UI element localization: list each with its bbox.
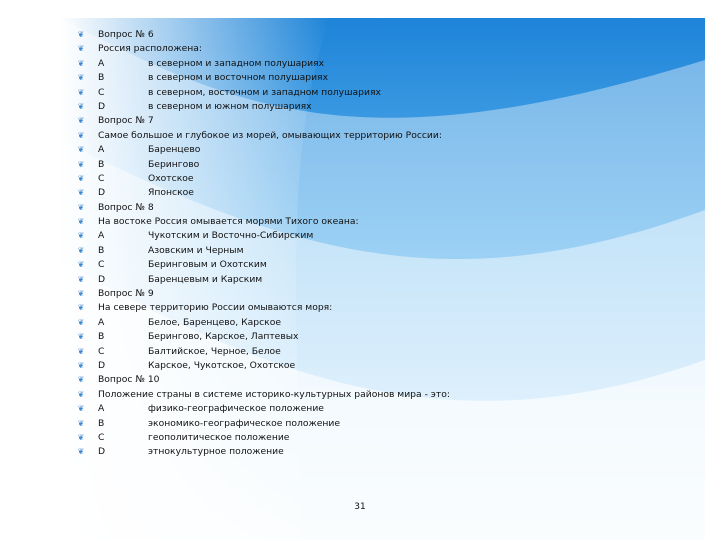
leaf-bullet-icon: ❦ bbox=[77, 173, 85, 183]
leaf-bullet-icon: ❦ bbox=[77, 188, 85, 198]
question-title: Вопрос № 10 bbox=[98, 374, 160, 386]
answer-option bbox=[76, 57, 696, 71]
leaf-bullet-icon: ❦ bbox=[77, 217, 85, 227]
option-text: в северном и западном полушариях bbox=[148, 57, 325, 69]
question-line bbox=[76, 42, 696, 56]
question-line bbox=[76, 287, 696, 301]
option-letter: B bbox=[98, 244, 105, 256]
question-line bbox=[76, 215, 696, 229]
option-letter: B bbox=[98, 72, 105, 84]
option-letter: C bbox=[98, 431, 105, 443]
question-line bbox=[76, 388, 696, 402]
option-letter: A bbox=[98, 144, 105, 156]
question-text: Россия расположена: bbox=[98, 43, 202, 55]
question-list bbox=[76, 28, 696, 460]
option-letter: D bbox=[98, 359, 106, 371]
answer-option bbox=[76, 229, 696, 243]
question-text: На востоке Россия омывается морями Тихого океана: bbox=[98, 216, 359, 228]
leaf-bullet-icon: ❦ bbox=[77, 346, 85, 356]
answer-option bbox=[76, 244, 696, 258]
option-text: Балтийское, Черное, Белое bbox=[148, 345, 281, 357]
leaf-bullet-icon: ❦ bbox=[77, 73, 85, 83]
question-text: На севере территорию России омываются моря: bbox=[98, 302, 333, 314]
leaf-bullet-icon: ❦ bbox=[77, 418, 85, 428]
leaf-bullet-icon: ❦ bbox=[77, 231, 85, 241]
leaf-bullet-icon: ❦ bbox=[77, 245, 85, 255]
answer-option bbox=[76, 330, 696, 344]
answer-option bbox=[76, 186, 696, 200]
option-text: Белое, Баренцево, Карское bbox=[148, 316, 282, 328]
page-number: 31 bbox=[354, 502, 366, 512]
option-text: в северном и южном полушариях bbox=[148, 100, 312, 112]
option-text: Чукотским и Восточно-Сибирским bbox=[148, 230, 314, 242]
option-letter: D bbox=[98, 100, 106, 112]
question-text: Положение страны в системе историко-культурных районов мира - это: bbox=[98, 388, 450, 400]
leaf-bullet-icon: ❦ bbox=[77, 30, 85, 39]
answer-option bbox=[76, 158, 696, 172]
answer-option bbox=[76, 402, 696, 416]
question-line bbox=[76, 201, 696, 215]
option-text: Охотское bbox=[148, 172, 194, 184]
answer-option bbox=[76, 100, 696, 114]
option-text: физико-географическое положение bbox=[148, 403, 324, 415]
leaf-bullet-icon: ❦ bbox=[77, 404, 85, 414]
option-text: в северном и восточном полушариях bbox=[148, 72, 329, 84]
answer-option bbox=[76, 258, 696, 272]
question-line bbox=[76, 114, 696, 128]
leaf-bullet-icon: ❦ bbox=[77, 360, 85, 370]
answer-option bbox=[76, 86, 696, 100]
leaf-bullet-icon: ❦ bbox=[77, 44, 85, 54]
option-letter: D bbox=[98, 446, 106, 458]
option-text: Японское bbox=[148, 187, 194, 199]
answer-option bbox=[76, 445, 696, 459]
option-letter: D bbox=[98, 187, 106, 199]
answer-option bbox=[76, 417, 696, 431]
option-letter: B bbox=[98, 417, 105, 429]
option-text: Берингово, Карское, Лаптевых bbox=[148, 331, 299, 343]
option-letter: A bbox=[98, 403, 105, 415]
answer-option bbox=[76, 431, 696, 445]
answer-option bbox=[76, 273, 696, 287]
leaf-bullet-icon: ❦ bbox=[77, 58, 85, 68]
leaf-bullet-icon: ❦ bbox=[77, 87, 85, 97]
option-letter: A bbox=[98, 316, 105, 328]
option-letter: B bbox=[98, 158, 105, 170]
option-text: этнокультурное положение bbox=[148, 446, 284, 458]
question-line bbox=[76, 28, 696, 42]
option-text: Азовским и Черным bbox=[148, 244, 244, 256]
leaf-bullet-icon: ❦ bbox=[77, 303, 85, 313]
leaf-bullet-icon: ❦ bbox=[77, 332, 85, 342]
answer-option bbox=[76, 316, 696, 330]
answer-option bbox=[76, 143, 696, 157]
question-line bbox=[76, 301, 696, 315]
leaf-bullet-icon: ❦ bbox=[77, 145, 85, 155]
option-text: Берингово bbox=[148, 158, 200, 170]
answer-option bbox=[76, 359, 696, 373]
answer-option bbox=[76, 345, 696, 359]
leaf-bullet-icon: ❦ bbox=[77, 101, 85, 111]
leaf-bullet-icon: ❦ bbox=[77, 289, 85, 299]
question-title: Вопрос № 6 bbox=[98, 29, 154, 40]
option-text: Беринговым и Охотским bbox=[148, 259, 267, 271]
question-title: Вопрос № 8 bbox=[98, 201, 154, 213]
option-text: Баренцевым и Карским bbox=[148, 273, 263, 285]
leaf-bullet-icon: ❦ bbox=[77, 447, 85, 457]
leaf-bullet-icon: ❦ bbox=[77, 432, 85, 442]
leaf-bullet-icon: ❦ bbox=[77, 260, 85, 270]
leaf-bullet-icon: ❦ bbox=[77, 159, 85, 169]
answer-option bbox=[76, 71, 696, 85]
leaf-bullet-icon: ❦ bbox=[77, 375, 85, 385]
option-text: экономико-географическое положение bbox=[148, 417, 340, 429]
leaf-bullet-icon: ❦ bbox=[77, 130, 85, 140]
leaf-bullet-icon: ❦ bbox=[77, 317, 85, 327]
option-text: Баренцево bbox=[148, 144, 201, 156]
option-text: Карское, Чукотское, Охотское bbox=[148, 359, 296, 371]
question-line bbox=[76, 373, 696, 387]
question-title: Вопрос № 9 bbox=[98, 288, 154, 300]
leaf-bullet-icon: ❦ bbox=[77, 116, 85, 126]
option-letter: A bbox=[98, 230, 105, 242]
option-text: геополитическое положение bbox=[148, 431, 290, 443]
question-text: Самое большое и глубокое из морей, омывающих территорию России: bbox=[98, 129, 442, 141]
option-letter: D bbox=[98, 273, 106, 285]
leaf-bullet-icon: ❦ bbox=[77, 389, 85, 399]
question-line bbox=[76, 129, 696, 143]
option-letter: C bbox=[98, 86, 105, 98]
leaf-bullet-icon: ❦ bbox=[77, 202, 85, 212]
option-letter: C bbox=[98, 259, 105, 271]
option-letter: C bbox=[98, 345, 105, 357]
option-letter: C bbox=[98, 172, 105, 184]
option-letter: A bbox=[98, 57, 105, 69]
question-title: Вопрос № 7 bbox=[98, 115, 154, 127]
leaf-bullet-icon: ❦ bbox=[77, 274, 85, 284]
option-text: в северном, восточном и западном полушариях bbox=[148, 86, 381, 98]
answer-option bbox=[76, 172, 696, 186]
option-letter: B bbox=[98, 331, 105, 343]
